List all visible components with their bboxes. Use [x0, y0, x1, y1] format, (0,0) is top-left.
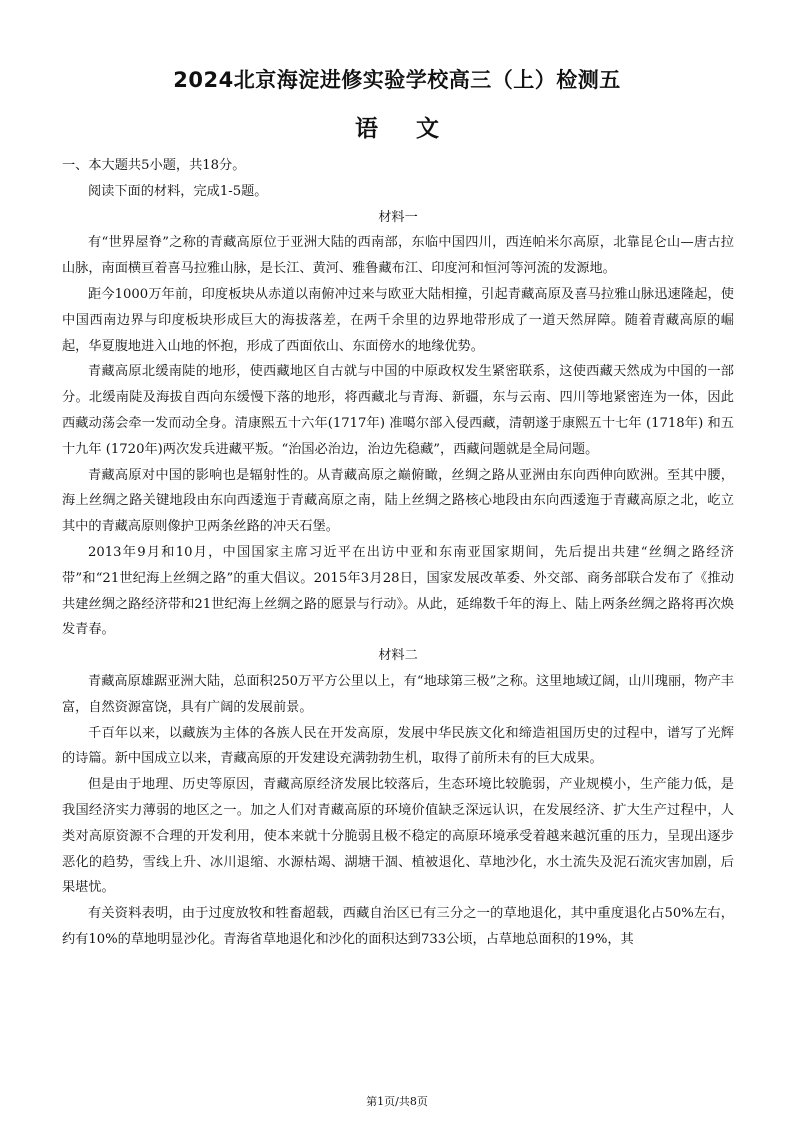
material-one-paragraph: 距今1000万年前，印度板块从赤道以南俯冲过来与欧亚大陆相撞，引起青藏高原及喜马拉雅山脉迅速隆起，使中国西南边界与印度板块形成巨大的海拔落差，在两千余里的边界地带形成了一道天然屏障。随着青藏高原的崛起，华夏腹地进入山地的怀抱，形成了西面依山、东面傍水的地缘优势。 [62, 286, 734, 354]
exam-body [62, 153, 734, 953]
material-two-paragraph: 有关资料表明，由于过度放牧和牲畜超载，西藏自治区已有三分之一的草地退化，其中重度退化占50%左右，约有10%的草地明显沙化。青海省草地退化和沙化的面积达到733公顷，占草地总面积的19%，其 [62, 906, 734, 947]
material-one-label: 材料一 [378, 209, 418, 225]
subject-heading: 语文 [355, 116, 477, 142]
material-two-paragraph: 千百年以来，以藏族为主体的各族人民在开发高原，发展中华民族文化和缔造祖国历史的过程中，谱写了光辉的诗篇。新中国成立以来，青藏高原的开发建设充满勃勃生机，取得了前所未有的巨大成果。 [62, 725, 734, 767]
material-one-paragraph: 青藏高原对中国的影响也是辐射性的。从青藏高原之巅俯瞰，丝绸之路从亚洲由东向西伸向欧洲。至其中腰，海上丝绸之路关键地段由东向西逶迤于青藏高原之南，陆上丝绸之路核心地段由东向西逶迤于青藏高原之北，屹立其中的青藏高原则像护卫两条丝路的冲天石堡。 [62, 467, 734, 535]
exam-title: 2024北京海淀进修实验学校高三（上）检测五 [173, 68, 621, 92]
material-one-paragraph: 有“世界屋脊”之称的青藏高原位于亚洲大陆的西南部，东临中国四川，西连帕米尔高原，北靠昆仑山—唐古拉山脉，南面横亘着喜马拉雅山脉，是长江、黄河、雅鲁藏布江、印度河和恒河等河流的发源地。 [62, 235, 734, 277]
material-one-paragraph: 2013年9月和10月，中国国家主席习近平在出访中亚和东南亚国家期间，先后提出共建“丝绸之路经济带”和“21世纪海上丝绸之路”的重大倡议。2015年3月28日，国家发展改革委、外交部、商务部联合发布了《推动共建丝绸之路经济带和21世纪海上丝绸之路的愿景与行动》。从此，延绵数千年的海上、陆上两条丝绸之路将再次焕发青春。 [62, 544, 734, 638]
material-one-paragraph: 青藏高原北缓南陡的地形，使西藏地区自古就与中国的中原政权发生紧密联系，这使西藏天然成为中国的一部分。北缓南陡及海拔自西向东缓慢下落的地形，将西藏北与青海、新疆，东与云南、四川等地紧密连为一体，因此西藏动荡会牵一发而动全身。清康熙五十六年(1717年) 准噶尔部入侵西藏，清朝遂于康熙五十七年 (1718年) 和五十九年 (1720年)两次发兵进藏平叛。“治国必治边，治边先稳藏”，西藏问题就是全局问题。 [62, 364, 734, 457]
reading-instruction: 阅读下面的材料，完成1-5题。 [88, 183, 268, 199]
material-two-paragraph: 青藏高原雄踞亚洲大陆，总面积250万平方公里以上，有“地球第三极”之称。这里地域辽阔，山川瑰丽，物产丰富，自然资源富饶，具有广阔的发展前景。 [62, 673, 734, 715]
page-footer: 第1页/共8页 [366, 1095, 428, 1108]
material-two-label: 材料二 [378, 648, 418, 664]
material-two-paragraph: 但是由于地理、历史等原因，青藏高原经济发展比较落后，生态环境比较脆弱，产业规模小，生产能力低，是我国经济实力薄弱的地区之一。加之人们对青藏高原的环境价值缺乏深远认识，在发展经济、扩大生产过程中，人类对高原资源不合理的开发利用，使本来就十分脆弱且极不稳定的高原环境承受着越来越沉重的压力，呈现出逐步恶化的趋势，雪线上升、冰川退缩、水源枯竭、湖塘干涸、植被退化、草地沙化，水土流失及泥石流灾害加剧，后果堪忧。 [62, 777, 734, 896]
section-header: 一、本大题共5小题，共18分。 [62, 158, 246, 173]
